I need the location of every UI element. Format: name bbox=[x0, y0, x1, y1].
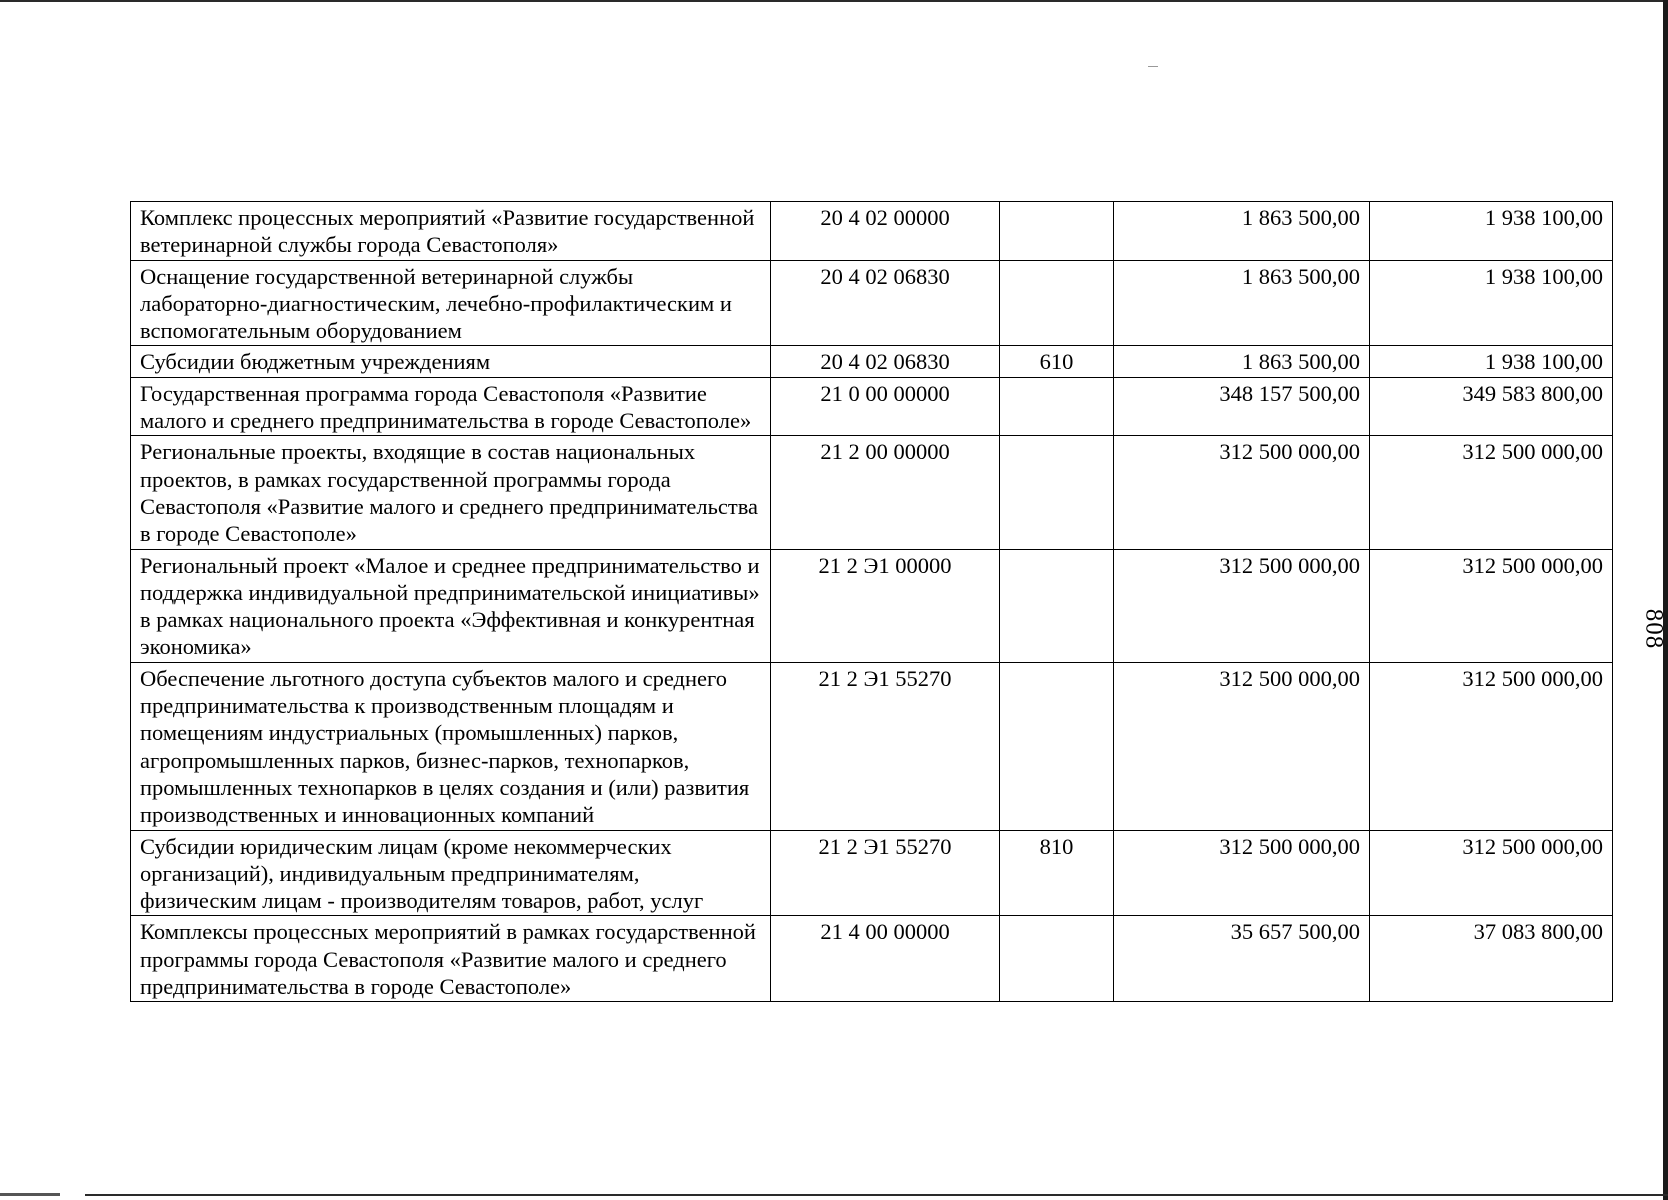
row-code-cell: 21 2 Э1 55270 bbox=[771, 662, 1000, 830]
table-row bbox=[131, 830, 1613, 916]
row-code-cell: 21 0 00 00000 bbox=[771, 377, 1000, 436]
scan-speck bbox=[1148, 66, 1158, 67]
row-amount-2-cell: 312 500 000,00 bbox=[1370, 436, 1613, 549]
row-code-cell: 20 4 02 00000 bbox=[771, 202, 1000, 261]
page-number: 808 bbox=[1640, 608, 1668, 650]
row-type-cell bbox=[1000, 377, 1114, 436]
row-type-cell bbox=[1000, 662, 1114, 830]
row-type-cell: 810 bbox=[1000, 830, 1114, 916]
scan-edge-top bbox=[0, 0, 1668, 2]
row-amount-2-cell: 37 083 800,00 bbox=[1370, 916, 1613, 1002]
scan-edge-right bbox=[1663, 0, 1668, 1200]
scan-edge-bottom bbox=[85, 1194, 1668, 1196]
row-name-cell: Комплексы процессных мероприятий в рамках государственной программы города Севастополя «Развитие малого и среднего предпринимательства в городе Севастополе» bbox=[131, 916, 771, 1002]
table-row bbox=[131, 916, 1613, 1002]
row-type-cell bbox=[1000, 436, 1114, 549]
scan-edge-bottom-left bbox=[0, 1193, 60, 1196]
table-row bbox=[131, 346, 1613, 377]
table-row bbox=[131, 662, 1613, 830]
row-name-cell: Региональные проекты, входящие в состав национальных проектов, в рамках государственной программы города Севастополя «Развитие малого и среднего предпринимательства в городе Севастополе» bbox=[131, 436, 771, 549]
row-amount-2-cell: 1 938 100,00 bbox=[1370, 346, 1613, 377]
budget-table bbox=[130, 201, 1613, 1002]
row-type-cell bbox=[1000, 260, 1114, 346]
row-amount-1-cell: 312 500 000,00 bbox=[1114, 549, 1370, 662]
table-row bbox=[131, 436, 1613, 549]
row-name-cell: Комплекс процессных мероприятий «Развитие государственной ветеринарной службы города Севастополя» bbox=[131, 202, 771, 261]
row-code-cell: 21 2 Э1 55270 bbox=[771, 830, 1000, 916]
row-name-cell: Оснащение государственной ветеринарной службы лабораторно-диагностическим, лечебно-профилактическим и вспомогательным оборудованием bbox=[131, 260, 771, 346]
row-code-cell: 20 4 02 06830 bbox=[771, 260, 1000, 346]
row-amount-1-cell: 312 500 000,00 bbox=[1114, 830, 1370, 916]
row-name-cell: Субсидии бюджетным учреждениям bbox=[131, 346, 771, 377]
row-amount-1-cell: 348 157 500,00 bbox=[1114, 377, 1370, 436]
row-amount-1-cell: 1 863 500,00 bbox=[1114, 260, 1370, 346]
row-amount-2-cell: 349 583 800,00 bbox=[1370, 377, 1613, 436]
row-type-cell: 610 bbox=[1000, 346, 1114, 377]
row-amount-1-cell: 1 863 500,00 bbox=[1114, 346, 1370, 377]
row-type-cell bbox=[1000, 202, 1114, 261]
row-type-cell bbox=[1000, 916, 1114, 1002]
row-name-cell: Государственная программа города Севастополя «Развитие малого и среднего предпринимательства в городе Севастополе» bbox=[131, 377, 771, 436]
row-code-cell: 21 2 Э1 00000 bbox=[771, 549, 1000, 662]
row-amount-1-cell: 312 500 000,00 bbox=[1114, 436, 1370, 549]
table-row bbox=[131, 202, 1613, 261]
row-amount-1-cell: 312 500 000,00 bbox=[1114, 662, 1370, 830]
row-name-cell: Обеспечение льготного доступа субъектов малого и среднего предпринимательства к производственным площадям и помещениям индустриальных (промышленных) парков, агропромышленных парков, бизнес-парков, технопарков, промышленных технопарков в целях создания и (или) развития производственных и инновационных компаний bbox=[131, 662, 771, 830]
row-amount-1-cell: 1 863 500,00 bbox=[1114, 202, 1370, 261]
row-amount-2-cell: 1 938 100,00 bbox=[1370, 260, 1613, 346]
row-amount-1-cell: 35 657 500,00 bbox=[1114, 916, 1370, 1002]
table-row bbox=[131, 549, 1613, 662]
row-amount-2-cell: 312 500 000,00 bbox=[1370, 830, 1613, 916]
row-code-cell: 20 4 02 06830 bbox=[771, 346, 1000, 377]
row-code-cell: 21 2 00 00000 bbox=[771, 436, 1000, 549]
row-type-cell bbox=[1000, 549, 1114, 662]
row-amount-2-cell: 312 500 000,00 bbox=[1370, 662, 1613, 830]
row-amount-2-cell: 312 500 000,00 bbox=[1370, 549, 1613, 662]
row-name-cell: Региональный проект «Малое и среднее предпринимательство и поддержка индивидуальной предпринимательской инициативы» в рамках национального проекта «Эффективная и конкурентная экономика» bbox=[131, 549, 771, 662]
row-name-cell: Субсидии юридическим лицам (кроме некоммерческих организаций), индивидуальным предпринимателям, физическим лицам - производителям товаров, работ, услуг bbox=[131, 830, 771, 916]
table-row bbox=[131, 377, 1613, 436]
row-amount-2-cell: 1 938 100,00 bbox=[1370, 202, 1613, 261]
row-code-cell: 21 4 00 00000 bbox=[771, 916, 1000, 1002]
table-row bbox=[131, 260, 1613, 346]
